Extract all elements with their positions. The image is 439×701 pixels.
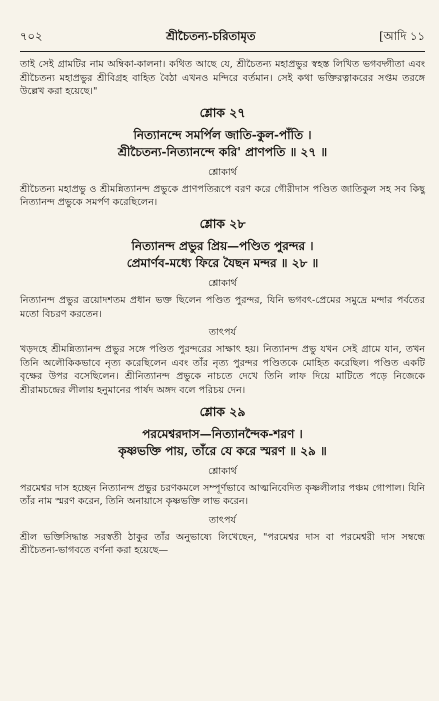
verse-line-2: কৃষ্ণভক্তি পায়, তাঁরে যে করে স্মরণ ॥ ২৯ ॥	[118, 443, 327, 458]
verse-28	[20, 216, 425, 398]
page-number: ৭০২	[20, 29, 43, 43]
verse-number: শ্লোক ২৮	[199, 215, 246, 231]
translation-text: পরমেশ্বর দাস হচ্ছেন নিত্যানন্দ প্রভুর চরণকমলে সম্পূর্ণভাবে আত্মনিবেদিত কৃষ্ণলীলার পঞ্চম গোপাল। যিনি তাঁর নাম স্মরণ করেন, তিনি অনায়াসে কৃষ্ণভক্তি লাভ করেন।	[20, 482, 425, 508]
verse-29	[20, 404, 425, 558]
purport-text: খড়দহে শ্রীমন্নিত্যানন্দ প্রভুর সঙ্গে পণ্ডিত পুরন্দরের সাক্ষাৎ হয়। নিত্যানন্দ প্রভু যখন সেই গ্রামে যান, তখন তিনি অলৌকিকভাবে নৃত্য করেছিলেন এবং তাঁর নৃত্য পুরন্দর পণ্ডিতকে মোহিত করেছিল। পণ্ডিত একটি বৃক্ষের উপর বসেছিলেন। শ্রীনিত্যানন্দ প্রভুকে নাচতে দেখে তিনি লাফ দিয়ে মাটিতে পড়ে নিজেকে শ্রীরামচন্দ্রের লীলায় হনুমানের পার্ষদ অঙ্গদ বলে পরিচয় দেন।	[20, 344, 425, 396]
running-header	[20, 28, 425, 47]
header-rule	[20, 51, 425, 52]
book-title: শ্রীচৈতন্য-চরিতামৃত	[166, 29, 256, 43]
translation-text: নিত্যানন্দ প্রভুর ত্রয়োদশতম প্রধান ভক্ত ছিলেন পণ্ডিত পুরন্দর, যিনি ভগবৎ-প্রেমের সমুদ্রে মন্দার পর্বতের মতো বিচরণ করতেন।	[20, 294, 425, 320]
translation-label: শ্লোকার্থ	[208, 465, 237, 477]
verse-line-2: প্রেমার্ণব-মধ্যে ফিরে যৈছন মন্দর ॥ ২৮ ॥	[126, 255, 319, 270]
translation-label: শ্লোকার্থ	[208, 277, 237, 289]
verse-number: শ্লোক ২৯	[199, 403, 246, 419]
chapter-reference: [আদি ১১	[379, 29, 425, 43]
verse-number: শ্লোক ২৭	[199, 104, 246, 120]
verse-line-1: পরমেশ্বরদাস—নিত্যানন্দৈক-শরণ ।	[142, 426, 303, 441]
verse-line-1: নিত্যানন্দে সমর্পিল জাতি-কুল-পাঁতি ।	[133, 127, 312, 142]
purport-label: তাৎপর্য	[208, 327, 237, 339]
purport-label: তাৎপর্য	[208, 514, 237, 526]
verse-27	[20, 105, 425, 210]
translation-text: শ্রীচৈতন্য মহাপ্রভু ও শ্রীমন্নিত্যানন্দ প্রভুকে প্রাণপতিরূপে বরণ করে গৌরীদাস পণ্ডিত জাতিকুল সহ সব কিছু নিত্যানন্দ প্রভুকে সমর্পণ করেছিলেন।	[20, 183, 425, 209]
intro-paragraph: তাই সেই গ্রামটির নাম অম্বিকা-কালনা। কথিত আছে যে, শ্রীচৈতন্য মহাপ্রভুর স্বহস্ত লিখিত ভগবদ্গীতা এবং শ্রীচৈতন্য মহাপ্রভুর শ্রীবিগ্রহ বাহিত বৈঠা এখনও মন্দিরে বর্তমান। সেই কথা ভক্তিরত্নাকরের সপ্তম তরঙ্গে উল্লেখ করা হয়েছে।"	[20, 59, 425, 98]
verse-line-2: শ্রীচৈতন্য-নিত্যানন্দে করি' প্রাণপতি ॥ ২৭ ॥	[117, 144, 328, 159]
purport-text: শ্রীল ভক্তিসিদ্ধান্ত সরস্বতী ঠাকুর তাঁর অনুভাষ্যে লিখেছেন, "পরমেশ্বর দাস বা পরমেশ্বরী দাস সম্বন্ধে শ্রীচৈতন্য-ভাগবতে বর্ণনা করা হয়েছে—	[20, 531, 425, 557]
verse-line-1: নিত্যানন্দ প্রভুর প্রিয়—পণ্ডিত পুরন্দর ।	[131, 238, 314, 253]
translation-label: শ্লোকার্থ	[208, 166, 237, 178]
